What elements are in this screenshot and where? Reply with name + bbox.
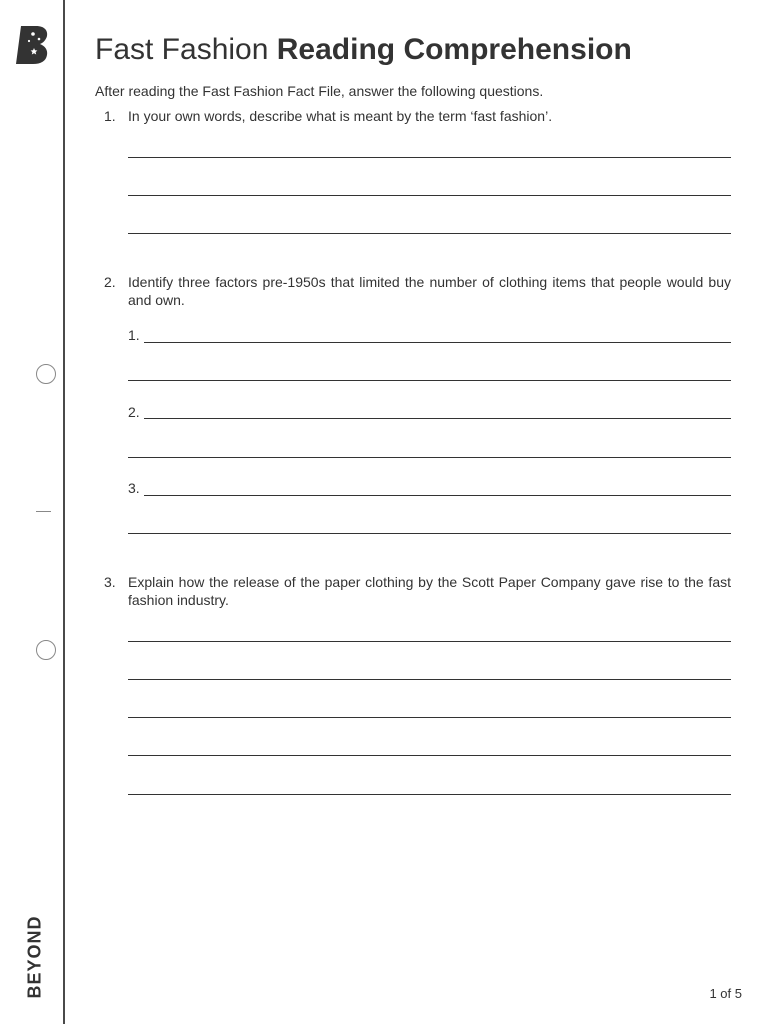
answer-line[interactable] (128, 533, 731, 534)
factor-label-1: 1. (128, 327, 140, 343)
instructions: After reading the Fast Fashion Fact File, answer the following questions. (95, 83, 544, 99)
question-text: Identify three factors pre-1950s that limited the number of clothing items that people would buy and own. (128, 274, 731, 308)
page-number: 1 of 5 (709, 986, 742, 1001)
punch-hole-top (36, 364, 56, 384)
factor-label-3: 3. (128, 480, 140, 496)
answer-line[interactable] (128, 457, 731, 458)
answer-line[interactable] (144, 342, 731, 343)
answer-line[interactable] (128, 794, 731, 795)
question-2 (95, 273, 731, 309)
page-title (95, 33, 632, 67)
answer-line[interactable] (128, 717, 731, 718)
question-3 (95, 573, 731, 609)
question-number: 1. (104, 108, 116, 124)
fold-mark (36, 511, 51, 512)
margin-rule (63, 0, 65, 1024)
question-text: In your own words, describe what is meant by the term ‘fast fashion’. (128, 108, 553, 124)
answer-line[interactable] (128, 755, 731, 756)
question-text: Explain how the release of the paper clothing by the Scott Paper Company gave rise to the fast fashion industry. (128, 574, 731, 608)
factor-label-2: 2. (128, 404, 140, 420)
answer-line[interactable] (128, 679, 731, 680)
beyond-logo (14, 24, 52, 66)
question-number: 3. (104, 574, 116, 590)
punch-hole-bottom (36, 640, 56, 660)
answer-line[interactable] (128, 380, 731, 381)
title-regular: Fast Fashion (95, 33, 269, 66)
question-1 (95, 107, 731, 125)
answer-line[interactable] (128, 233, 731, 234)
title-bold: Reading Comprehension (276, 33, 632, 66)
answer-line[interactable] (144, 418, 731, 419)
answer-line[interactable] (144, 495, 731, 496)
question-number: 2. (104, 274, 116, 290)
answer-line[interactable] (128, 157, 731, 158)
answer-line[interactable] (128, 195, 731, 196)
answer-line[interactable] (128, 641, 731, 642)
brand-wordmark: BEYOND (24, 915, 45, 999)
